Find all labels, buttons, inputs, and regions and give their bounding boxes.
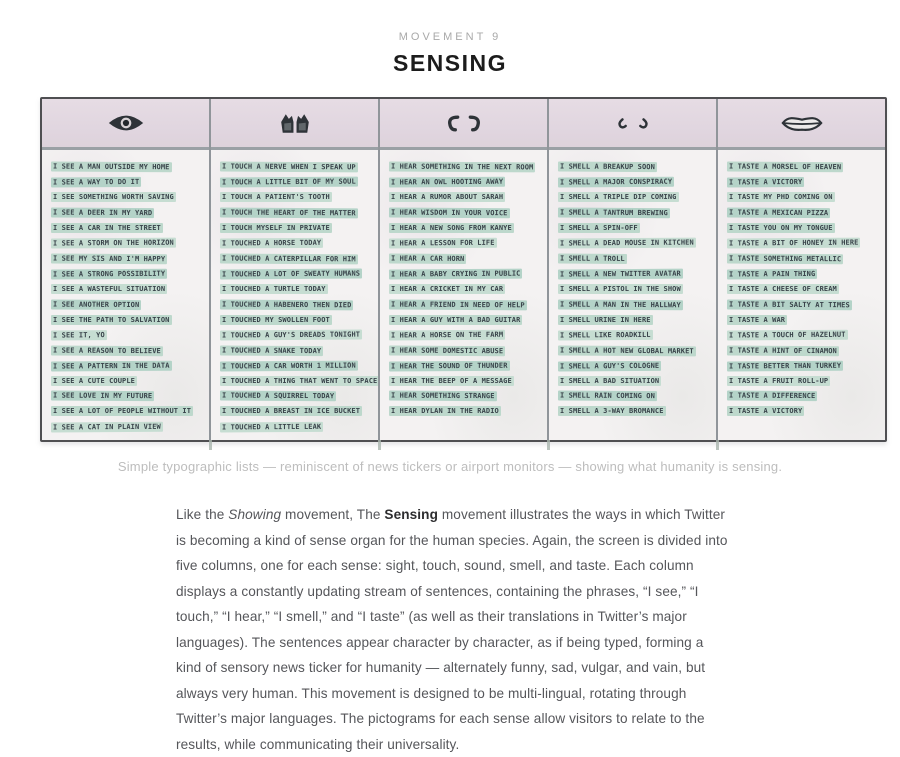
sense-list bbox=[380, 150, 547, 440]
sense-column-header-sound bbox=[380, 99, 547, 150]
sense-line: I TOUCH THE HEART OF THE MATTER bbox=[220, 204, 372, 220]
sense-line: I TOUCHED A LOT OF SWEATY HUMANS bbox=[220, 266, 372, 282]
sense-line: I TOUCHED A BREAST IN ICE BUCKET bbox=[222, 407, 361, 416]
sense-line: I HEAR A FRIEND IN NEED OF HELP bbox=[389, 296, 541, 312]
description-paragraph bbox=[176, 502, 732, 757]
sense-line: I TOUCHED A SQUIRREL TODAY bbox=[220, 388, 372, 404]
sense-line: I TOUCH A NERVE WHEN I SPEAK UP bbox=[220, 159, 372, 175]
sense-list bbox=[549, 150, 716, 440]
sense-line: I TASTE YOU ON MY TONGUE bbox=[729, 223, 833, 232]
sense-line: I SEE A WASTEFUL SITUATION bbox=[53, 285, 166, 294]
sense-list bbox=[42, 150, 209, 440]
sense-list bbox=[211, 150, 378, 440]
sense-line: I HEAR THE SOUND OF THUNDER bbox=[389, 357, 541, 373]
sense-line: I HEAR A GUY WITH A BAD GUITAR bbox=[391, 315, 521, 324]
sense-line: I TASTE A CHEESE OF CREAM bbox=[729, 285, 837, 294]
sense-line: I TOUCH MYSELF IN PRIVATE bbox=[222, 223, 330, 232]
sense-line: I SMELL A SPIN-OFF bbox=[560, 223, 638, 232]
sense-line: I TOUCHED A HORSE TODAY bbox=[220, 235, 372, 251]
sense-line: I SEE SOMETHING WORTH SAVING bbox=[53, 193, 174, 202]
sense-line: I HEAR THE BEEP OF A MESSAGE bbox=[391, 376, 512, 385]
sense-line: I SEE MY SIS AND I'M HAPPY bbox=[51, 250, 203, 266]
sense-line: I HEAR A NEW SONG FROM KANYE bbox=[391, 223, 512, 232]
eye-icon bbox=[106, 114, 146, 132]
sense-line: I HEAR A LESSON FOR LIFE bbox=[389, 235, 541, 251]
sense-line: I SEE A REASON TO BELIEVE bbox=[51, 342, 203, 358]
sense-line: I TASTE A MEXICAN PIZZA bbox=[727, 204, 879, 220]
sense-column bbox=[378, 99, 547, 440]
illustration-caption: Simple typographic lists — reminiscent of news tickers or airport monitors — showing what humanity is sensing. bbox=[117, 459, 783, 474]
sense-line: I SMELL LIKE ROADKILL bbox=[558, 327, 710, 343]
sense-line: I SEE A CAR IN THE STREET bbox=[53, 223, 161, 232]
sense-column bbox=[716, 99, 885, 440]
sense-line: I HEAR SOMETHING STRANGE bbox=[389, 388, 541, 404]
sense-line: I SEE A CUTE COUPLE bbox=[53, 376, 135, 385]
sense-line: I SEE A PATTERN IN THE DATA bbox=[51, 357, 203, 373]
sense-line: I SMELL A BAD SITUATION bbox=[560, 376, 660, 385]
sense-line: I TASTE BETTER THAN TURKEY bbox=[727, 357, 879, 373]
sense-column-header-taste bbox=[718, 99, 885, 150]
sense-line: I TASTE MY PHD COMING ON bbox=[729, 193, 833, 202]
sense-line: I SMELL A BREAKUP SOON bbox=[558, 159, 710, 175]
sense-column bbox=[547, 99, 716, 440]
sense-line: I TOUCHED A LITTLE LEAK bbox=[220, 419, 372, 435]
sense-line: I SMELL A TRIPLE DIP COMING bbox=[560, 193, 677, 202]
sense-line: I SEE LOVE IN MY FUTURE bbox=[51, 388, 203, 404]
paragraph-segment: movement, The bbox=[281, 507, 385, 522]
ears-icon bbox=[444, 114, 484, 133]
sense-line: I TOUCHED A GUY'S DREADS TONIGHT bbox=[220, 327, 372, 343]
sense-line: I SMELL A NEW TWITTER AVATAR bbox=[558, 266, 710, 282]
sense-line: I SMELL A TROLL bbox=[558, 250, 710, 266]
sense-line: I SMELL URINE IN HERE bbox=[560, 315, 651, 324]
sense-line: I SMELL A PISTOL IN THE SHOW bbox=[560, 285, 681, 294]
sense-line: I SEE A DEER IN MY YARD bbox=[51, 204, 203, 220]
sense-line: I TASTE A BIT SALTY AT TIMES bbox=[727, 296, 879, 312]
sense-line: I SMELL A GUY'S COLOGNE bbox=[558, 357, 710, 373]
sense-line: I SEE A LOT OF PEOPLE WITHOUT IT bbox=[53, 407, 192, 416]
sense-line: I SEE A STRONG POSSIBILITY bbox=[51, 266, 203, 282]
sense-column-header-smell bbox=[549, 99, 716, 150]
page-header bbox=[0, 0, 900, 77]
sense-line: I HEAR SOMETHING IN THE NEXT ROOM bbox=[389, 159, 541, 175]
sense-line: I TASTE A WAR bbox=[729, 315, 786, 324]
sense-line: I SMELL A TANTRUM BREWING bbox=[558, 204, 710, 220]
sense-line: I HEAR WISDOM IN YOUR VOICE bbox=[389, 204, 541, 220]
sense-line: I TOUCHED A THING THAT WENT TO SPACE bbox=[222, 376, 378, 385]
sense-line: I SEE THE PATH TO SALVATION bbox=[53, 315, 170, 324]
sense-line: I SEE A CAT IN PLAIN VIEW bbox=[51, 419, 203, 435]
sense-line: I TASTE A BIT OF HONEY IN HERE bbox=[727, 235, 879, 251]
sense-line: I HEAR DYLAN IN THE RADIO bbox=[391, 407, 499, 416]
sense-line: I SMELL A MAN IN THE HALLWAY bbox=[558, 296, 710, 312]
sense-line: I TASTE A VICTORY bbox=[727, 174, 879, 190]
sense-column bbox=[42, 99, 209, 440]
paragraph-segment: Like the bbox=[176, 507, 229, 522]
sense-line: I TOUCHED A HABENERO THEN DIED bbox=[220, 296, 372, 312]
sense-line: I HEAR A HORSE ON THE FARM bbox=[389, 327, 541, 343]
sense-line: I TASTE A VICTORY bbox=[729, 407, 803, 416]
paragraph-segment: movement illustrates the ways in which Twitter is becoming a kind of sense organ for the human species. Again, the screen is divided into five columns, one for each sense: sight, touch, sound, smell, and taste. Each column displays a constantly updating stream of sentences, containing the phrases, “I see,” “I touch,” “I hear,” “I smell,” and “I taste” (as well as their translations in Twitter’s major languages). The sentences appear character by character, as if being typed, forming a kind of sensory news ticker for humanity — alternately funny, sad, vulgar, and vain, but always very human. This movement is designed to be multi-lingual, rotating through Twitter’s major languages. The pictograms for each sense allow visitors to relate to the results, while communicating their universality. bbox=[176, 507, 728, 752]
sense-line: I HEAR SOME DOMESTIC ABUSE bbox=[389, 342, 541, 358]
sense-line: I HEAR A BABY CRYING IN PUBLIC bbox=[389, 266, 541, 282]
sense-line: I SMELL RAIN COMING ON bbox=[558, 388, 710, 404]
paragraph-segment-italic: Showing bbox=[228, 507, 282, 522]
sense-line: I TOUCHED A SNAKE TODAY bbox=[220, 342, 372, 358]
sense-line: I SMELL A DEAD MOUSE IN KITCHEN bbox=[558, 235, 710, 251]
sense-line: I TASTE A DIFFERENCE bbox=[727, 388, 879, 404]
sense-line: I SEE A MAN OUTSIDE MY HOME bbox=[51, 159, 203, 175]
sense-list bbox=[718, 150, 885, 440]
mouth-icon bbox=[780, 113, 824, 133]
hands-icon bbox=[274, 112, 316, 135]
page-title: SENSING bbox=[392, 50, 508, 76]
sense-line: I SMELL A HOT NEW GLOBAL MARKET bbox=[558, 342, 710, 358]
sense-column-header-touch bbox=[211, 99, 378, 150]
sense-line: I SEE A WAY TO DO IT bbox=[51, 174, 203, 190]
sense-line: I SEE ANOTHER OPTION bbox=[51, 296, 203, 312]
nose-icon bbox=[615, 117, 651, 130]
sense-line: I TOUCHED A CAR WORTH 1 MILLION bbox=[220, 357, 372, 373]
sensing-illustration bbox=[40, 97, 887, 442]
sense-line: I TOUCH A LITTLE BIT OF MY SOUL bbox=[220, 174, 372, 190]
sense-line: I SMELL A MAJOR CONSPIRACY bbox=[558, 174, 710, 190]
sense-line: I TOUCH A PATIENT'S TOOTH bbox=[222, 193, 330, 202]
sense-line: I HEAR AN OWL HOOTING AWAY bbox=[389, 174, 541, 190]
sense-line: I TOUCHED A TURTLE TODAY bbox=[222, 285, 326, 294]
sense-line: I HEAR A CRICKET IN MY CAR bbox=[391, 285, 504, 294]
sense-line: I TASTE A HINT OF CINAMON bbox=[727, 342, 879, 358]
sense-line: I TASTE A PAIN THING bbox=[727, 266, 879, 282]
sense-line: I TOUCHED MY SWOLLEN FOOT bbox=[222, 315, 330, 324]
sense-column bbox=[209, 99, 378, 440]
paragraph-segment-bold: Sensing bbox=[384, 507, 438, 522]
sense-line: I SMELL A 3-WAY BROMANCE bbox=[560, 407, 664, 416]
movement-kicker: MOVEMENT 9 bbox=[398, 31, 502, 43]
sense-line: I SEE IT, YO bbox=[51, 327, 203, 343]
sense-line: I HEAR A CAR HORN bbox=[389, 250, 541, 266]
sense-line: I TASTE A MORSEL OF HEAVEN bbox=[727, 159, 879, 175]
sense-line: I SEE A STORM ON THE HORIZON bbox=[51, 235, 203, 251]
sense-line: I TASTE SOMETHING METALLIC bbox=[727, 250, 879, 266]
sense-line: I TASTE A TOUCH OF HAZELNUT bbox=[727, 327, 879, 343]
sense-line: I HEAR A RUMOR ABOUT SARAH bbox=[391, 193, 504, 202]
sense-line: I TASTE A FRUIT ROLL-UP bbox=[729, 376, 829, 385]
sense-column-header-sight bbox=[42, 99, 209, 150]
sense-line: I TOUCHED A CATERPILLAR FOR HIM bbox=[220, 250, 372, 266]
